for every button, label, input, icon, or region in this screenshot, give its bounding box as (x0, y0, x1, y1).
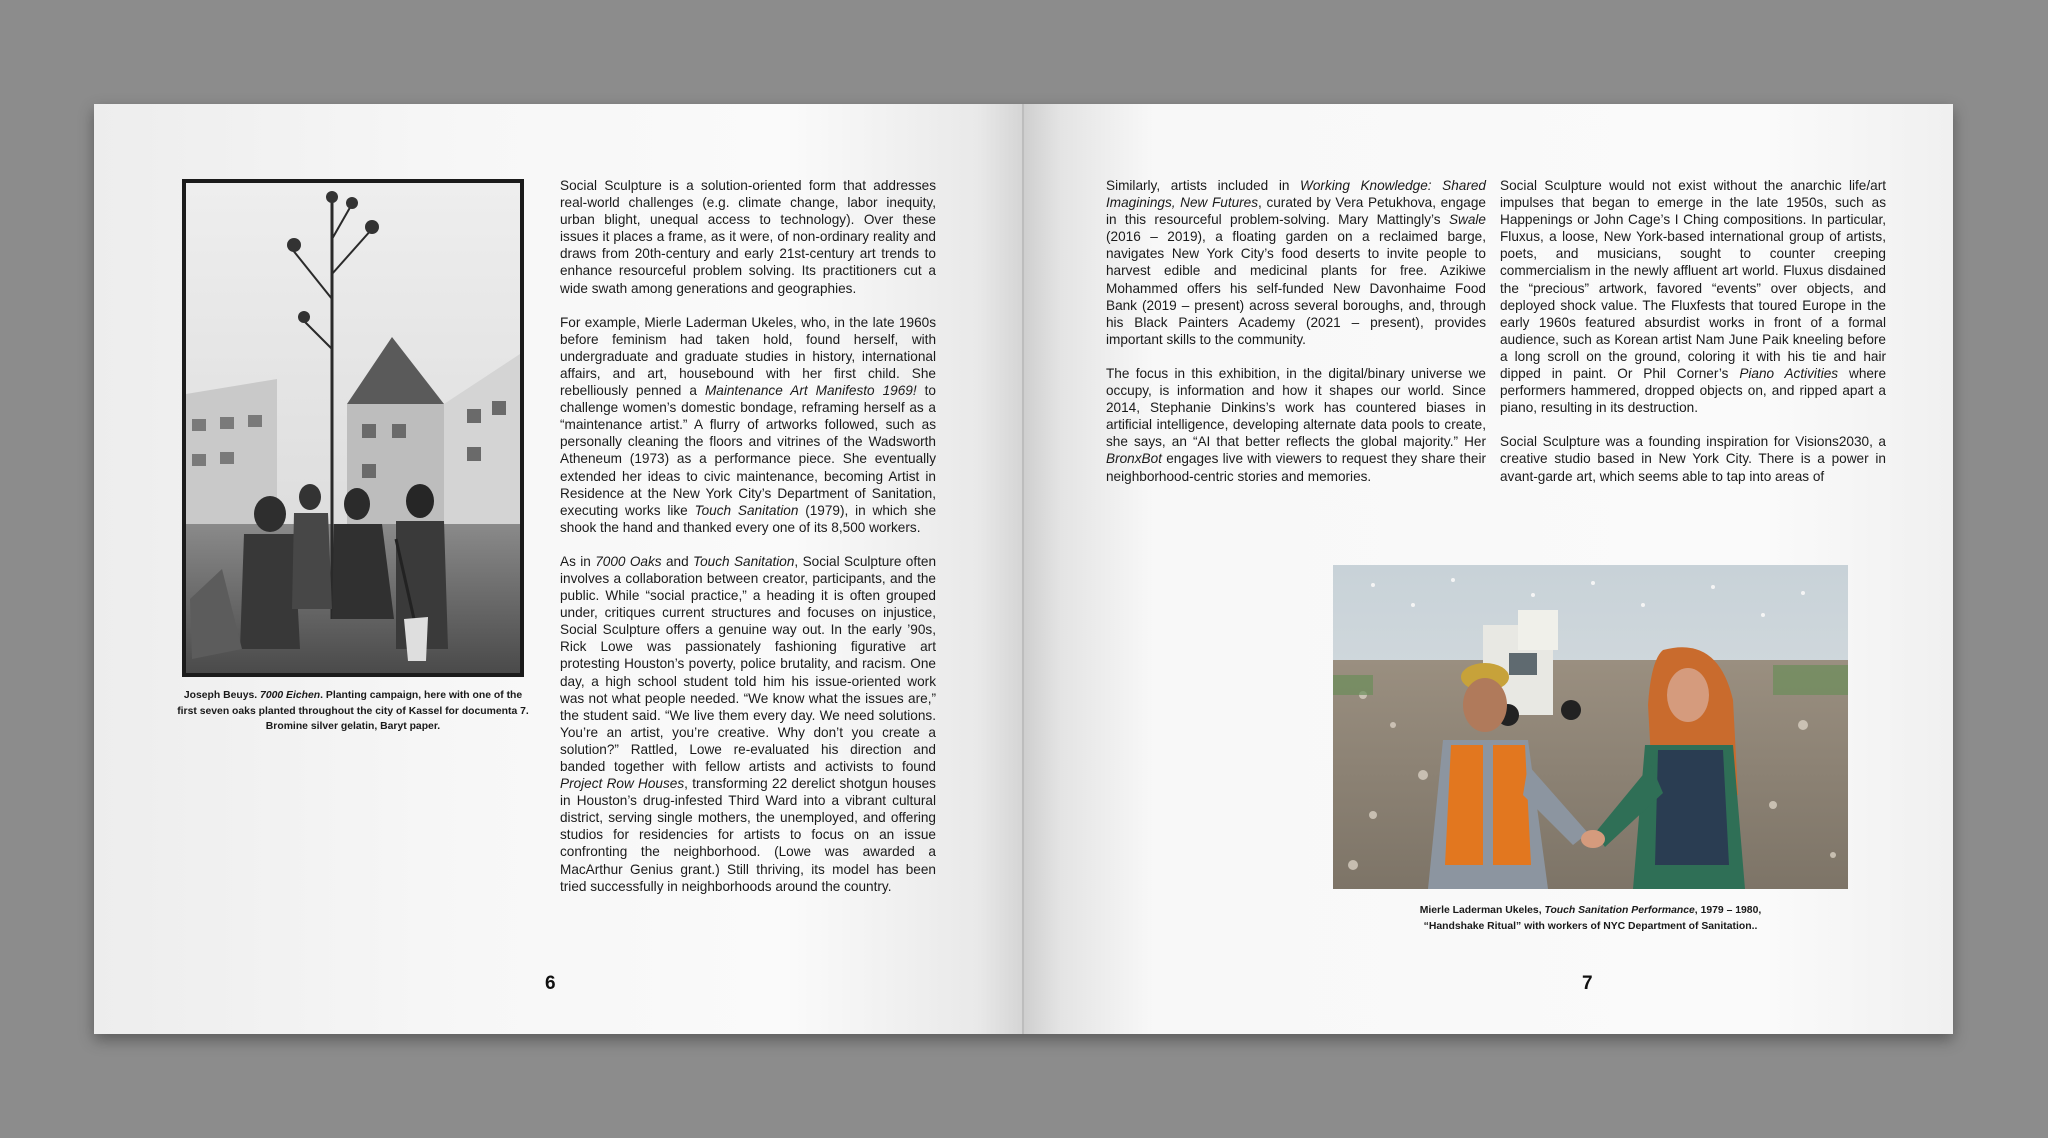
caption-text: Bromine silver gelatin, Baryt paper. (265, 721, 441, 732)
beuys-photo-caption (138, 688, 568, 735)
paragraph: As in 7000 Oaks and Touch Sanitation, Social Sculpture often involves a collaboration between creator, participants, and the public. While “social practice,” a heading it is often grouped under, critiques current structures and focuses on injustice, Social Sculpture offers a genuine way out. In the early ’90s, Rick Lowe was passionately fashioning figurative art protesting Houston’s poverty, police brutality, and racism. One day, a high school student told him his issue-oriented work was not what people needed. “We know what the issues are,” the student said. “We live them every day. We need solutions. You’re an artist, you’re creative. Why don’t you create a solution?” Rattled, Lowe re-evaluated his direction and banded together with fellow artists and activists to found Project Row Houses, transforming 22 derelict shotgun houses in Houston’s drug-infested Third Ward into a vibrant cultural district, serving single mothers, the unemployed, and offering studios for residencies for artists to focus on an issue confronting the neighborhood. (Lowe was awarded a MacArthur Genius grant.) Still thriving, its model has been tried successfully in neighborhoods around the country. (560, 553, 937, 894)
right-column-2 (1500, 177, 1886, 502)
caption-text: first seven oaks planted throughout the city of Kassel for documenta 7. (177, 705, 529, 717)
paragraph: The focus in this exhibition, in the digital/binary universe we occupy, is information and how it shapes our world. Since 2014, Stephanie Dinkins’s work has countered biases in artificial intelligence, developing alternate data pools to create, she says, an “AI that better reflects the global majority.” Her BronxBot engages live with viewers to request they share their neighborhood-centric stories and memories. (1106, 365, 1487, 484)
paragraph: Similarly, artists included in Working Knowledge: Shared Imaginings, New Futures, curated by Vera Petukhova, engage in this resourceful problem-solving. Mary Mattingly’s Swale (2016 – 2019), a floating garden on a reclaimed barge, navigates New York City’s food deserts to invite people to harvest edible and medicinal plants for free. Azikiwe Mohammed offers his self-funded New Davonhaime Food Bank (2019 – present) across several boroughs, and, through his Black Painters Academy (2021 – present), provides important skills to the community. (1106, 178, 1486, 347)
paragraph: For example, Mierle Laderman Ukeles, who, in the late 1960s before feminism had taken hold, found herself, with undergraduate and graduate studies in history, international affairs, and art, housebound with her first child. She rebelliously penned a Maintenance Art Manifesto 1969! to challenge women’s domestic bondage, reframing herself as a “maintenance artist.” A flurry of artworks followed, such as personally cleaning the floors and vitrines of the Wadsworth Atheneum (1973) as a performance piece. She eventually extended her ideas to civic maintenance, becoming Artist in Residence at the New York City’s Department of Sanitation, executing works like Touch Sanitation (1979), in which she shook the hand and thanked every one of its 8,500 workers. (560, 314, 937, 535)
paragraph: Social Sculpture is a solution-oriented form that addresses real-world challenges (e.g. climate change, labor inequity, urban blight, unequal access to technology). Over these issues it places a frame, as it were, of non-ordinary reality and draws from 20th-century and early 21st-century art trends to enhance resourceful problem solving. Its practitioners cut a wide swath among generations and geographies. (560, 178, 936, 296)
left-body-text (560, 177, 936, 912)
paragraph: Social Sculpture would not exist without the anarchic life/art impulses that began to emerge in the late 1950s, such as Happenings or John Cage’s I Ching compositions. In particular, Fluxus, a loose, New York-based international group of artists, poets, and musicians, sought to counter creeping commercialism in the newly affluent art world. Fluxus disdained the “precious” artwork, favored “events” over objects, and deployed shock value. The Fluxfests that toured Europe in the early 1960s featured absurdist works in front of a formal audience, such as Korean artist Nam June Paik kneeling before a long scroll on the ground, coloring it with his tie and hair dipped in paint. Or Phil Corner’s Piano Activities where performers hammered, dropped objects on, and ripped apart a piano, resulting in its destruction. (1500, 178, 1887, 416)
ukeles-photo-caption: Mierle Laderman Ukeles, Touch Sanitation Performance, 1979 – 1980, “Handshake Ritual” with workers of NYC Department of Sanitation.. (1419, 905, 1762, 932)
paragraph: Social Sculpture was a founding inspiration for Visions2030, a creative studio based in New York City. There is a power in avant-garde art, which seems able to tap into areas of (1500, 434, 1886, 484)
left-page (94, 104, 1024, 1034)
right-page (1024, 104, 1953, 1034)
caption-text: Joseph Beuys. (183, 690, 258, 701)
caption-title: 7000 Eichen (260, 690, 321, 701)
page-number: 6 (545, 973, 556, 994)
page-number: 7 (1582, 973, 1593, 994)
right-column-1 (1106, 177, 1486, 502)
book-spread (94, 104, 1953, 1034)
caption-text: . Planting campaign, here with one of the (320, 690, 523, 701)
beuys-photo (182, 179, 524, 677)
ukeles-photo (1333, 565, 1848, 889)
